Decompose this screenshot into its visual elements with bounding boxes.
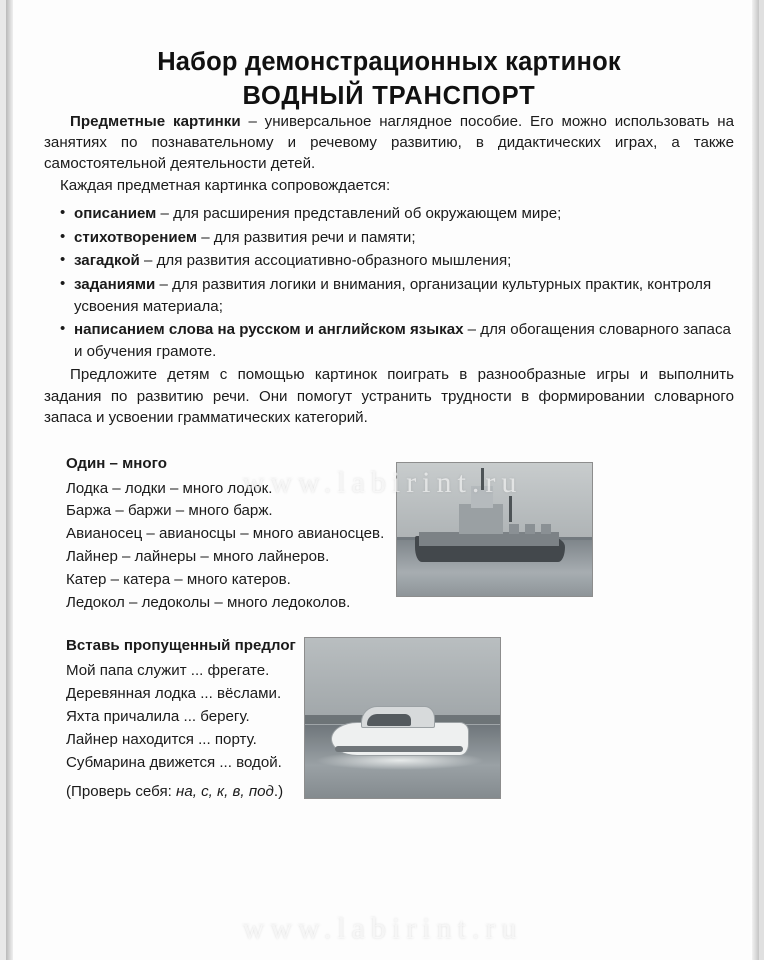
section-prepositions <box>44 637 734 804</box>
intro-rest: – универсальное наглядное пособие. Его можно использовать на занятиях по познавательному и речевому развитию, в дидактических играх, а также самостоятельной деятельности детей. <box>44 112 734 173</box>
section-lines <box>66 660 296 804</box>
section-one-many <box>44 455 734 616</box>
ship-turret <box>509 524 519 534</box>
warship-photo <box>396 462 593 597</box>
page-subtitle: ВОДНЫЙ ТРАНСПОРТ <box>242 81 536 110</box>
exercise-line: Ледокол – ледоколы – много ледоколов. <box>66 594 351 612</box>
list-item-rest: – для развития речи и памяти; <box>197 228 416 246</box>
each-caption: Каждая предметная картинка сопровождается: <box>60 176 391 194</box>
list-item-bold: описанием <box>74 205 157 223</box>
intro-lead: Предметные картинки <box>70 112 241 130</box>
exercise-line: Лайнер – лайнеры – много лайнеров. <box>66 548 330 566</box>
answer-key-suffix: .) <box>273 782 284 800</box>
section-one-many-text <box>44 455 384 616</box>
answer-key <box>66 781 296 804</box>
watermark: www.labirint.ru <box>242 912 523 945</box>
section-heading: Один – много <box>66 454 167 472</box>
ship-turret <box>525 524 535 534</box>
page-content <box>44 0 734 960</box>
list-item <box>60 319 734 362</box>
ship-turret <box>541 524 551 534</box>
list-item <box>60 250 734 272</box>
ship-deck <box>419 532 559 546</box>
boat-windshield <box>367 714 411 726</box>
list-item <box>60 203 734 225</box>
list-item-bold: загадкой <box>74 252 140 270</box>
section-heading: Вставь пропущенный предлог <box>66 637 296 655</box>
exercise-line: Мой папа служит ... фрегате. <box>66 662 270 680</box>
motorboat-photo <box>304 637 501 799</box>
exercise-line: Лайнер находится ... порту. <box>66 730 257 748</box>
exercise-line: Лодка – лодки – много лодок. <box>66 479 273 497</box>
boat-stripe <box>335 746 463 752</box>
answer-key-values: на, с, к, в, под <box>176 782 274 800</box>
list-item-rest: – для обогащения словарного запаса и обучения грамоте. <box>74 321 731 360</box>
list-item <box>60 274 734 317</box>
answer-key-prefix: (Проверь себя: <box>66 782 177 800</box>
list-item-rest: – для расширения представлений об окружающем мире; <box>156 205 562 223</box>
exercise-line: Субмарина движется ... водой. <box>66 753 282 771</box>
boat-wake <box>315 754 485 770</box>
page-title: Набор демонстрационных картинок <box>157 48 621 76</box>
exercise-line: Деревянная лодка ... вёслами. <box>66 685 282 703</box>
exercise-line: Катер – катера – много катеров. <box>66 571 291 589</box>
ship-superstructure <box>459 504 503 534</box>
list-item-bold: заданиями <box>74 275 156 293</box>
exercise-line: Баржа – баржи – много барж. <box>66 502 273 520</box>
section-prepositions-text <box>44 637 296 804</box>
exercise-line: Авианосец – авианосцы – много авианосцев. <box>66 525 385 543</box>
ship-antenna <box>509 496 512 522</box>
watermark: www.labirint.ru <box>242 466 523 499</box>
list-item <box>60 227 734 249</box>
offer-paragraph: Предложите детям с помощью картинок поиграть в разнообразные игры и выполнить задания по развитию речи. Они помогут устранить трудности в формировании словарного запаса и усвоении грамматических категорий. <box>44 366 734 427</box>
ship-mast <box>481 468 484 490</box>
section-lines <box>66 478 384 616</box>
page-edge-left <box>6 0 13 960</box>
page-edge-right <box>752 0 759 960</box>
intro-paragraph <box>44 111 734 175</box>
exercise-line: Яхта причалила ... берегу. <box>66 708 250 726</box>
list-item-bold: написанием слова на русском и английском языках <box>74 321 464 339</box>
list-item-rest: – для развития логики и внимания, организации культурных практик, контроля усвоения материала; <box>74 275 712 315</box>
list-item-bold: стихотворением <box>74 228 197 246</box>
features-list <box>44 203 734 362</box>
list-item-rest: – для развития ассоциативно-образного мышления; <box>139 252 512 270</box>
